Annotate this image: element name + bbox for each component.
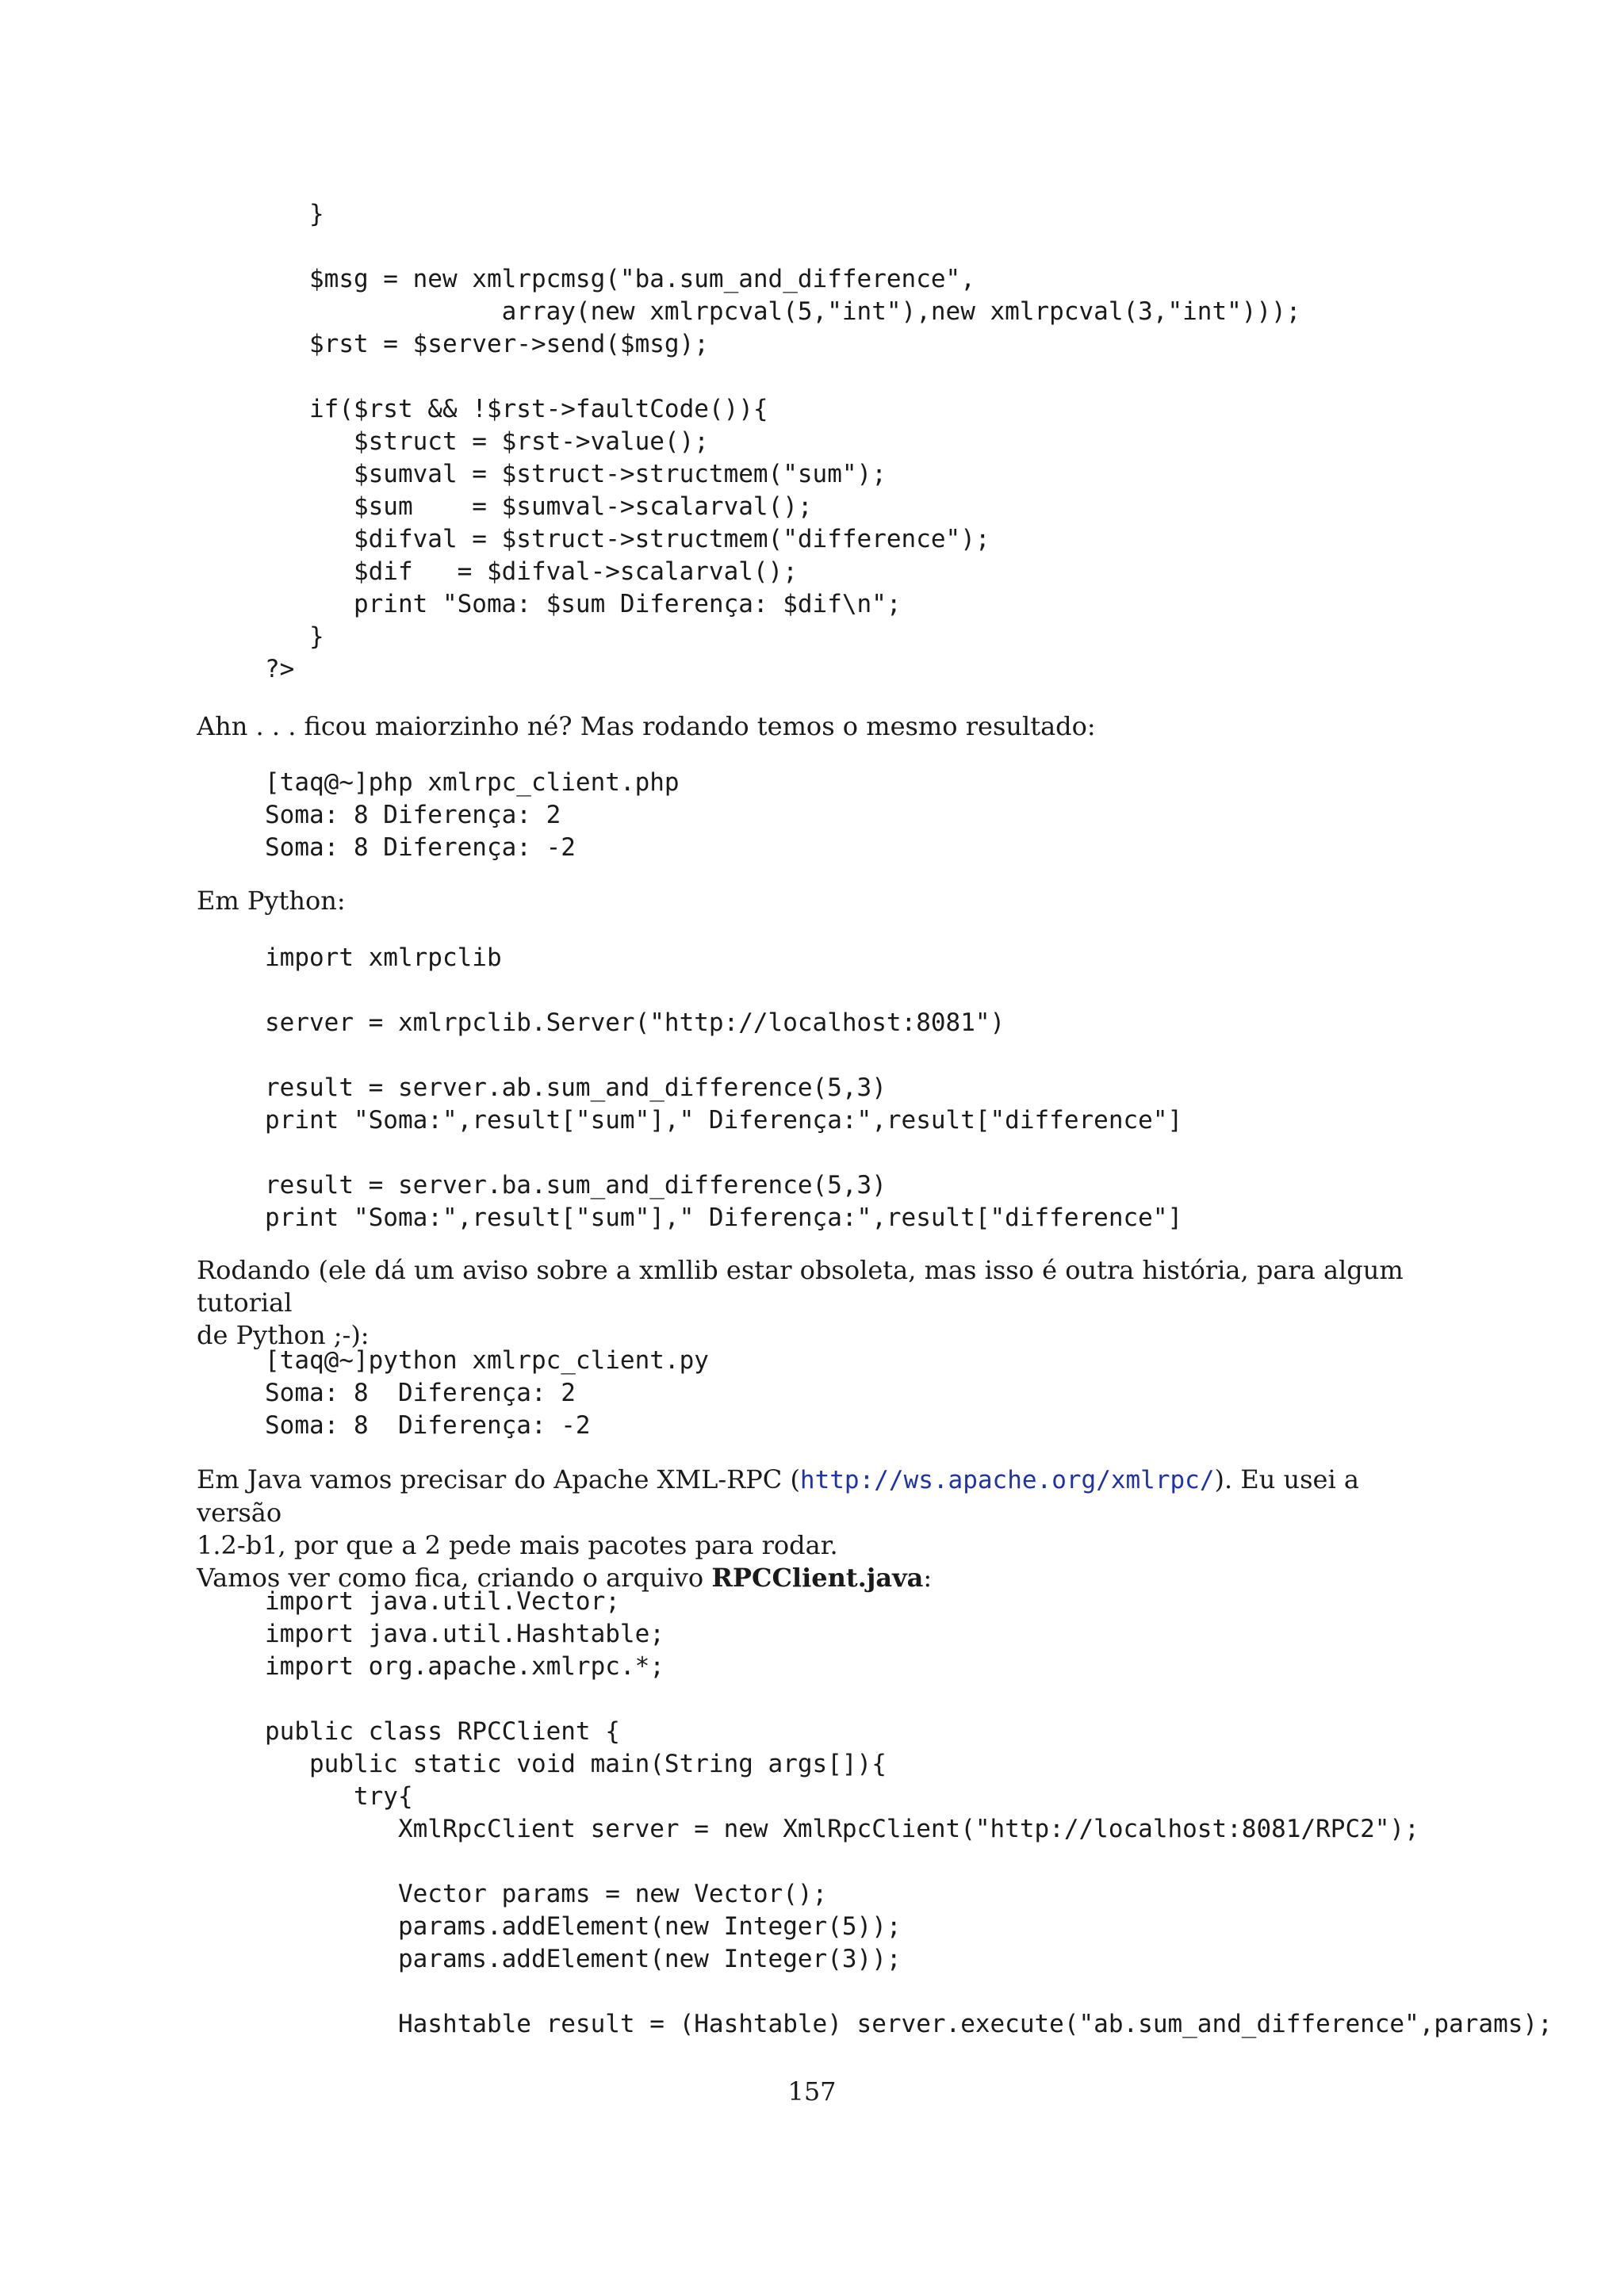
code-line: Soma: 8 Diferença: -2: [265, 833, 576, 862]
code-line: print "Soma: $sum Diferença: $dif\n";: [265, 590, 902, 618]
code-line: params.addElement(new Integer(5));: [265, 1912, 902, 1941]
code-line: print "Soma:",result["sum"]," Diferença:",result["difference"]: [265, 1203, 1183, 1232]
code-block-java: [265, 1586, 1553, 2041]
code-line: XmlRpcClient server = new XmlRpcClient("http://localhost:8081/RPC2");: [265, 1815, 1419, 1843]
code-line: Soma: 8 Diferença: -2: [265, 1411, 591, 1440]
code-line: }: [265, 200, 324, 228]
code-line: public class RPCClient {: [265, 1717, 620, 1746]
code-line: public static void main(String args[]){: [265, 1750, 887, 1778]
code-line: try{: [265, 1782, 413, 1811]
code-line: params.addElement(new Integer(3));: [265, 1945, 902, 1973]
page-number: 157: [787, 2076, 837, 2107]
code-line: $sum = $sumval->scalarval();: [265, 492, 813, 521]
paragraph-rodando: Rodando (ele dá um aviso sobre a xmllib estar obsoleta, mas isso é outra história, para algum tutorial de Python ;-):: [197, 1255, 1404, 1350]
apache-xmlrpc-link[interactable]: http://ws.apache.org/xmlrpc/: [799, 1466, 1215, 1494]
code-line: import java.util.Hashtable;: [265, 1620, 665, 1648]
code-line: Soma: 8 Diferença: 2: [265, 801, 561, 829]
code-line: $sumval = $struct->structmem("sum");: [265, 460, 887, 488]
code-line: [265, 1976, 1553, 2008]
code-line: import xmlrpclib: [265, 943, 502, 972]
code-line: ?>: [265, 655, 295, 683]
code-line: import org.apache.xmlrpc.*;: [265, 1652, 665, 1681]
code-line: [265, 361, 1300, 393]
code-line: result = server.ba.sum_and_difference(5,3): [265, 1171, 887, 1200]
code-line: [265, 1846, 1553, 1878]
code-line: server = xmlrpclib.Server("http://localhost:8081"): [265, 1008, 1005, 1037]
code-line: $struct = $rst->value();: [265, 427, 709, 456]
code-line: [taq@~]python xmlrpc_client.py: [265, 1346, 709, 1375]
code-line: [265, 1039, 1182, 1072]
code-line: $rst = $server->send($msg);: [265, 330, 709, 358]
code-block-php-tail: [265, 198, 1300, 686]
filename-rpcclient: RPCClient.java: [711, 1563, 924, 1593]
code-block-python: [265, 942, 1182, 1234]
paragraph-java: Em Java vamos precisar do Apache XML-RPC (http://ws.apache.org/xmlrpc/). Eu usei a versão 1.2-b1, por que a 2 pede mais pacotes para rodar. Vamos ver como fica, criando o arquivo RPCClient.java:: [197, 1464, 1359, 1593]
code-line: result = server.ab.sum_and_difference(5,3): [265, 1073, 887, 1102]
code-line: $dif = $difval->scalarval();: [265, 557, 798, 586]
code-line: array(new xmlrpcval(5,"int"),new xmlrpcval(3,"int")));: [265, 297, 1301, 326]
code-line: import java.util.Vector;: [265, 1587, 620, 1616]
code-block-python-run: [265, 1345, 709, 1442]
paragraph-ahn: Ahn . . . ficou maiorzinho né? Mas rodando temos o mesmo resultado:: [197, 711, 1096, 741]
code-line: if($rst && !$rst->faultCode()){: [265, 395, 768, 423]
code-line: [265, 974, 1182, 1007]
code-line: [taq@~]php xmlrpc_client.php: [265, 768, 680, 797]
code-line: [265, 1683, 1553, 1716]
code-line: $difval = $struct->structmem("difference");: [265, 525, 990, 553]
code-line: print "Soma:",result["sum"]," Diferença:",result["difference"]: [265, 1106, 1183, 1135]
paragraph-python: Em Python:: [197, 886, 346, 916]
code-line: Hashtable result = (Hashtable) server.execute("ab.sum_and_difference",params);: [265, 2010, 1553, 2038]
code-line: [265, 1137, 1182, 1169]
code-line: Vector params = new Vector();: [265, 1880, 828, 1908]
code-line: Soma: 8 Diferença: 2: [265, 1379, 576, 1407]
code-line: }: [265, 622, 324, 651]
code-line: $msg = new xmlrpcmsg("ba.sum_and_difference",: [265, 265, 975, 293]
code-line: [265, 231, 1300, 263]
code-block-php-run: [265, 767, 680, 864]
